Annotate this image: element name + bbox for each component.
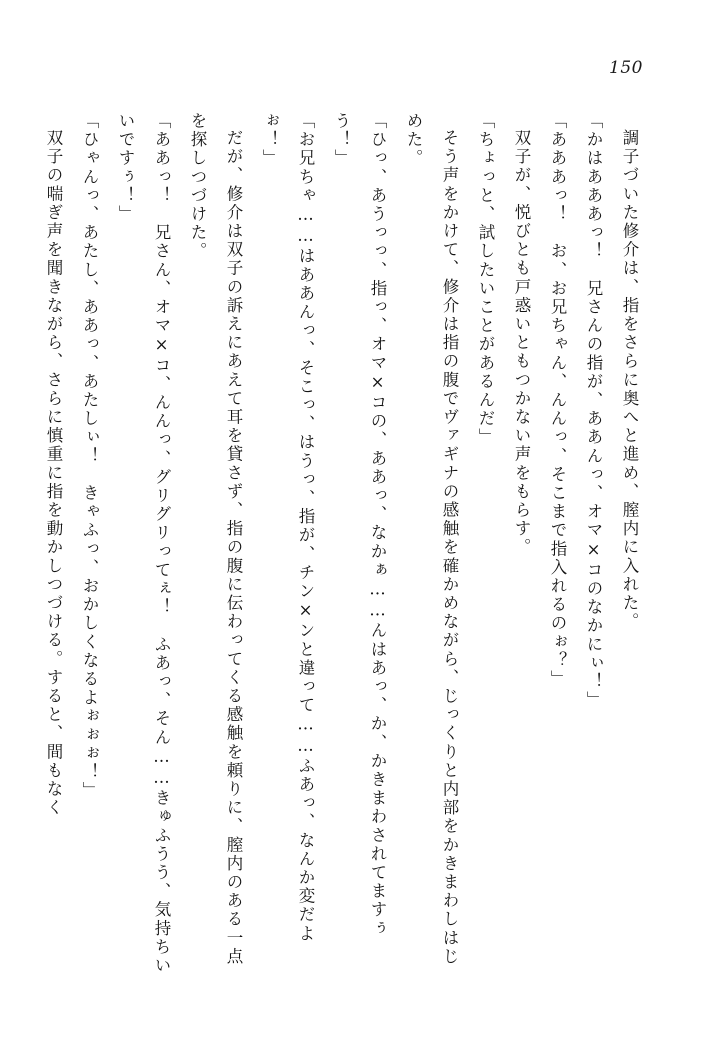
paragraph: だが、修介は双子の訴えにあえて耳を貸さず、指の腹に伝わってくる感触を頼りに、膣内のある一点を探しつづけた。 bbox=[188, 112, 243, 966]
paragraph: 「ひゃんっ、あたし、ああっ、あたしぃ！ きゃふっ、おかしくなるよぉぉぉ！」 bbox=[80, 112, 99, 801]
paragraph: 双子の喘ぎ声を聞きながら、さらに慎重に指を動かしつづける。すると、間もなく bbox=[44, 128, 63, 817]
paragraph: 「かはあああっ！ 兄さんの指が、ああんっ、オマ×コのなかにぃ！」 bbox=[584, 112, 603, 710]
paragraph: 「あああっ！ お、お兄ちゃん、んんっ、そこまで指入れるのぉ？」 bbox=[548, 112, 567, 689]
paragraph: 調子づいた修介は、指をさらに奥へと進め、膣内に入れた。 bbox=[620, 128, 639, 631]
paragraph: そう声をかけて、修介は指の腹でヴァギナの感触を確かめながら、じっくりと内部をかきまわしはじめた。 bbox=[404, 112, 459, 966]
page-body-text bbox=[44, 112, 647, 982]
paragraph: 「ちょっと、試したいことがあるんだ」 bbox=[476, 112, 495, 447]
paragraph: 「ひっ、あうっっ、指っ、オマ×コの、ああっ、なかぁ……んはあっ、か、かきまわされてますぅう！」 bbox=[332, 112, 387, 938]
paragraph: 「ああっ！ 兄さん、オマ×コ、んんっ、グリグリってぇ！ ふあっ、そん……きゅふうう、気持ちいいですぅ！」 bbox=[116, 112, 171, 976]
paragraph: 「お兄ちゃ……はああんっ、そこっ、はうっ、指が、チン×ンと違って……ふあっ、なんか変だよぉ！」 bbox=[260, 112, 315, 943]
page-number: 150 bbox=[609, 58, 643, 78]
paragraph: 双子が、悦びとも戸惑いともつかない声をもらす。 bbox=[512, 128, 531, 557]
